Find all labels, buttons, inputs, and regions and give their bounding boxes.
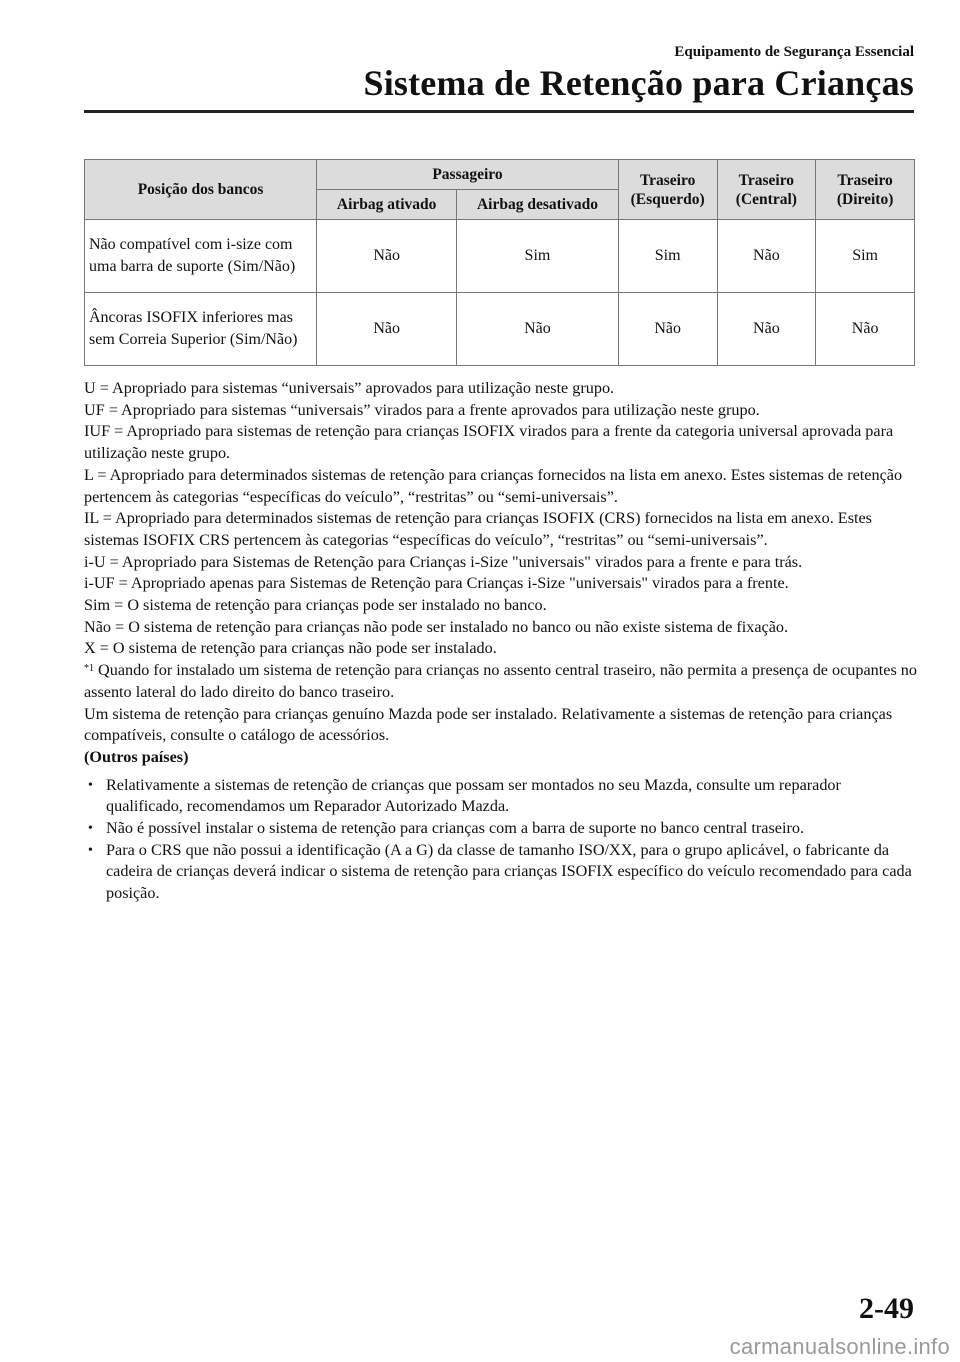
footnote [84, 660, 918, 703]
th-passenger: Passageiro [317, 160, 619, 190]
cell-value: Não [618, 293, 717, 366]
list-item [84, 818, 918, 840]
table-row [85, 220, 915, 293]
watermark: carmanualsonline.info [729, 1334, 950, 1359]
list-item-text: Para o CRS que não possui a identificação (A a G) da classe de tamanho ISO/XX, para o grupo aplicável, o fabricante da cadeira de crianças deverá indicar o sistema de retenção para crianças ISOFIX específico do veículo recomendado para cada posição. [106, 840, 912, 903]
table-row [85, 293, 915, 366]
note-sim: Sim = O sistema de retenção para crianças pode ser instalado no banco. [84, 596, 547, 615]
notes-section [84, 378, 918, 905]
list-item-text: Não é possível instalar o sistema de retenção para crianças com a barra de suporte no banco central traseiro. [106, 819, 805, 838]
cell-value: Não [717, 220, 816, 293]
note-iuf: IUF = Apropriado para sistemas de retenção para crianças ISOFIX virados para a frente da categoria universal aprovada para utilização neste grupo. [84, 422, 894, 463]
cell-value: Não [717, 293, 816, 366]
note-genuine: Um sistema de retenção para crianças genuíno Mazda pode ser instalado. Relativamente a sistemas de retenção para crianças compatíveis, consulte o catálogo de acessórios. [84, 704, 893, 745]
th-position: Posição dos bancos [85, 160, 317, 220]
cell-value: Não [816, 293, 915, 366]
cell-value: Não [317, 220, 457, 293]
note-u: U = Apropriado para sistemas “universais” aprovados para utilização neste grupo. [84, 379, 615, 397]
list-item [84, 775, 918, 818]
compatibility-table [84, 159, 915, 366]
subheading-other-countries: (Outros países) [84, 747, 189, 766]
note-i-uf: i-UF = Apropriado apenas para Sistemas de Retenção para Crianças i-Size "universais" virados para a frente. [84, 574, 789, 593]
cell-value: Não [317, 293, 457, 366]
page-title: Sistema de Retenção para Crianças [363, 63, 914, 103]
row-label: Âncoras ISOFIX inferiores mas sem Correia Superior (Sim/Não) [85, 293, 317, 366]
note-il: IL = Apropriado para determinados sistemas de retenção para crianças ISOFIX (CRS) fornecidos na lista em anexo. Estes sistemas ISOFIX CRS pertencem às categorias “específicas do veículo”, “restritas” ou “semi-universais”. [84, 509, 872, 549]
note-uf: UF = Apropriado para sistemas “universais” virados para a frente aprovados para utilização neste grupo. [84, 400, 760, 419]
row-label: Não compatível com i-size com uma barra de suporte (Sim/Não) [85, 220, 317, 293]
note-i-u: i-U = Apropriado para Sistemas de Retenção para Crianças i-Size "universais" virados para a frente e para trás. [84, 552, 803, 571]
list-item [84, 840, 918, 905]
header-section: Equipamento de Segurança Essencial [674, 44, 914, 60]
th-rear-left: Traseiro (Esquerdo) [618, 160, 717, 220]
note-x: X = O sistema de retenção para crianças não pode ser instalado. [84, 639, 497, 658]
cell-value: Sim [457, 220, 619, 293]
bullet-icon: • [88, 821, 93, 837]
bullet-icon: • [88, 842, 93, 858]
th-rear-center: Traseiro (Central) [717, 160, 816, 220]
bullet-icon: • [88, 777, 93, 793]
th-airbag-on: Airbag ativado [317, 190, 457, 220]
page-number: 2-49 [859, 1292, 914, 1325]
cell-value: Não [457, 293, 619, 366]
th-rear-right: Traseiro (Direito) [816, 160, 915, 220]
cell-value: Sim [618, 220, 717, 293]
list-item-text: Relativamente a sistemas de retenção de crianças que possam ser montados no seu Mazda, consulte um reparador qualificado, recomendamos um Reparador Autorizado Mazda. [106, 775, 841, 816]
header-divider [84, 110, 914, 113]
footnote-mark: *1 [84, 663, 94, 675]
bullet-list [84, 775, 918, 905]
note-nao: Não = O sistema de retenção para crianças não pode ser instalado no banco ou não existe sistema de fixação. [84, 617, 789, 636]
footnote-text: Quando for instalado um sistema de retenção para crianças no assento central traseiro, não permita a presença de ocupantes no assento lateral do lado direito do banco traseiro. [84, 661, 917, 701]
cell-value: Sim [816, 220, 915, 293]
note-l: L = Apropriado para determinados sistemas de retenção para crianças fornecidos na lista em anexo. Estes sistemas de retenção pertencem às categorias “específicas do veículo”, “restritas” ou “semi-universais”. [84, 465, 903, 506]
th-airbag-off: Airbag desativado [457, 190, 619, 220]
